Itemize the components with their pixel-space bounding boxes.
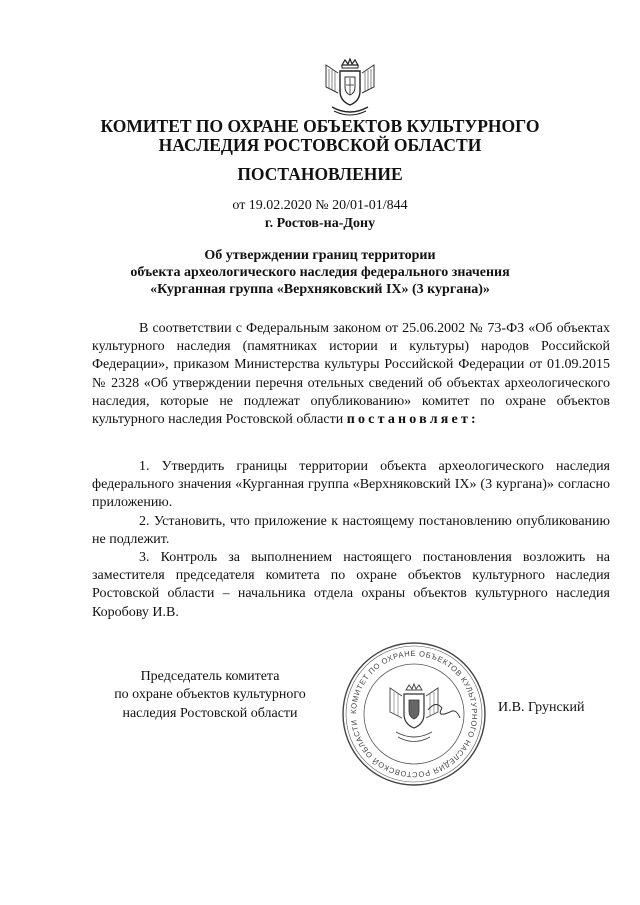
resolution-item: 3. Контроль за выполнением настоящего постановления возложить на заместителя председателя комитета по охране объектов культурного наследия Ростовской области – начальника отдела охраны объектов культурного наследия Коробову И.В.	[92, 550, 610, 620]
document-type: ПОСТАНОВЛЕНИЕ	[237, 164, 403, 184]
preamble-paragraph	[92, 320, 610, 429]
resolution-item: 2. Установить, что приложение к настоящему постановлению опубликованию не подлежит.	[92, 513, 610, 547]
resolution-items	[92, 458, 610, 622]
city: г. Ростов-на-Дону	[264, 216, 376, 231]
signatory-position	[80, 668, 340, 723]
official-seal-icon	[340, 640, 488, 788]
title-line-3: «Курганная группа «Верхняковский IX» (3 кургана)»	[150, 282, 490, 297]
position-line-2: по охране объектов культурного	[114, 687, 306, 703]
position-line-3: наследия Ростовской области	[122, 705, 298, 721]
preamble-text: В соответствии с Федеральным законом от 25.06.2002 № 73-ФЗ «Об объектах культурного наследия (памятниках истории и культуры) народов Российской Федерации», приказом Министерства культуры Российской Федерации от 01.09.2015 № 2328 «Об утверждении перечня отельных сведений об объектах археологического наследия, которые не подлежат опубликованию» комитет по охране объектов культурного наследия Ростовской области	[92, 321, 610, 428]
title-line-1: Об утверждении границ территории	[204, 248, 436, 263]
document-title	[0, 247, 640, 298]
organization-name	[0, 117, 640, 155]
coat-of-arms-icon	[318, 57, 382, 121]
org-line-2: НАСЛЕДИЯ РОСТОВСКОЙ ОБЛАСТИ	[158, 135, 482, 155]
seal-ring-text: КОМИТЕТ ПО ОХРАНЕ ОБЪЕКТОВ КУЛЬТУРНОГО НАСЛЕДИЯ РОСТОВСКОЙ ОБЛАСТИ	[348, 648, 480, 780]
title-line-2: объекта археологического наследия федерального значения	[130, 265, 510, 280]
org-line-1: КОМИТЕТ ПО ОХРАНЕ ОБЪЕКТОВ КУЛЬТУРНОГО	[100, 116, 540, 136]
position-line-1: Председатель комитета	[140, 669, 280, 684]
document-meta	[0, 197, 640, 233]
resolution-item: 1. Утвердить границы территории объекта археологического наследия федерального значения «Курганная группа «Верхняковский IX» (3 кургана)» согласно приложению.	[92, 459, 610, 511]
signatory-name: И.В. Грунский	[498, 700, 585, 715]
date-number: от 19.02.2020 № 20/01-01/844	[232, 198, 408, 213]
resolves-word: постановляет:	[346, 412, 479, 428]
